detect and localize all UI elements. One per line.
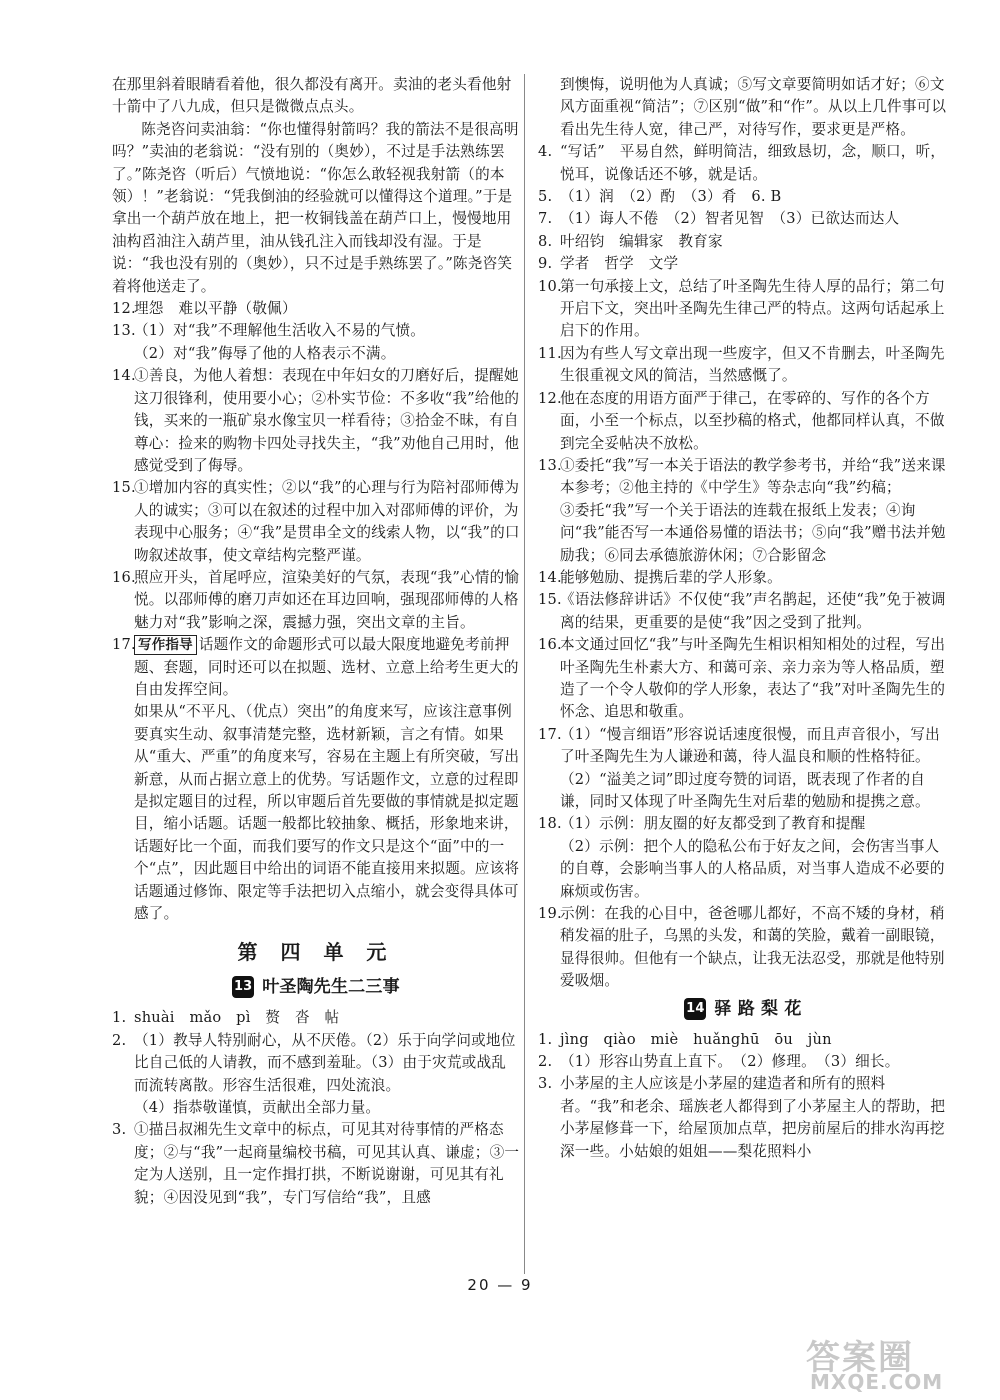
item-number: 9. <box>538 255 553 273</box>
item-text: （1）诲人不倦 （2）智者见智 （3）已欲达而达人 <box>560 210 900 228</box>
answer-item <box>538 343 948 388</box>
item-text: （1）“慢言细语”形容说话速度很慢，而且声音很小，写出了叶圣陶先生为人谦逊和蔼，待人温良和顺的性格特征。 <box>560 725 940 766</box>
watermark-url: MXQE.COM <box>810 1370 944 1394</box>
answer-item <box>112 1030 520 1097</box>
item-text: （1）形容山势直上直下。 （2）修理。 （3）细长。 <box>560 1053 900 1071</box>
item-text: 小茅屋的主人应该是小茅屋的建造者和所有的照料者。“我”和老余、瑶族老人都得到了小茅屋主人的帮助，把小茅屋修葺一下，给屋顶加点草，把房前屋后的排水沟再挖深一些。小姑娘的姐姐——梨花照料小 <box>560 1075 946 1160</box>
item-number: 1. <box>112 1009 127 1027</box>
item-subline: 如果从“不平凡、（优点）突出”的角度来写，应该注意事例要真实生动、叙事清楚完整，选材新颖，言之有情。如果从“重大、严重”的角度来写，容易在主题上有所突破，写出新意，从而占据立意上的优势。写话题作文，立意的过程即是拟定题目的过程，所以审题后首先要做的事情就是拟定题目，缩小话题。话题一般都比较抽象、概括，形象地来讲，话题好比一个面，而我们要写的作文只是这个“面”中的一个“点”，因此题目中给出的词语不能直接用来拟题。应该将话题通过修饰、限定等手法把切入点缩小，就会变得具体可感了。 <box>134 703 520 923</box>
item-number: 11. <box>538 344 562 362</box>
item-text: （1）对“我”不理解他生活收入不易的气愤。 <box>134 322 426 340</box>
item-text: 第一句承接上文，总结了叶圣陶先生待人厚的品行；第二句开启下文，突出叶圣陶先生律己严的特点。这两句话起承上启下的作用。 <box>560 277 945 340</box>
watermark-logo <box>792 1330 992 1396</box>
answer-item <box>538 186 948 208</box>
passage-paragraph: 在那里斜着眼睛看着他，很久都没有离开。卖油的老头看他射十箭中了八九成，但只是微微点点头。 <box>112 76 512 116</box>
item-number: 12. <box>112 300 136 318</box>
answer-item <box>112 477 520 567</box>
item-subline: （2）示例：把个人的隐私公布于好友之间，会伤害当事人的自尊，会影响当事人的人格品质，对当事人造成不必要的麻烦或伤害。 <box>560 837 945 900</box>
item-text: 照应开头，首尾呼应，渲染美好的气氛，表现“我”心情的愉悦。以邵师傅的磨刀声如还在耳边回响，强现邵师傅的人格魅力对“我”影响之深，震撼力强，突出文章的主旨。 <box>134 568 520 631</box>
item-number: 15. <box>112 479 136 497</box>
item-number: 14. <box>538 568 562 586</box>
item-text: （1）教导人特别耐心，从不厌倦。（2）乐于向学问或地位比自己低的人请教，而不感到羞耻。（3）由于灾荒或战乱而流转离散。形容生活很难，四处流浪。 <box>134 1031 516 1094</box>
item-text: 学者 哲学 文学 <box>560 255 679 273</box>
passage-paragraph: 陈尧咨问卖油翁：“你也懂得射箭吗？我的箭法不是很高明吗？”卖油的老翁说：“没有别的（奥妙），不过是手法熟练罢了。”陈尧咨（听后）气愤地说：“你怎么敢轻视我射箭（的本领）！”老翁说：“凭我倒油的经验就可以懂得这个道理。”于是拿出一个葫芦放在地上，把一枚铜钱盖在葫芦口上，慢慢地用油构舀油注入葫芦里，油从钱孔注入而钱却没有湿。于是说：“我也没有别的（奥妙），只不过是手熟练罢了。”陈尧咨笑着将他送走了。 <box>112 120 519 295</box>
answer-item <box>538 1051 948 1073</box>
item-text: （1）示例：朋友圈的好友都受到了教育和提醒 <box>560 815 866 833</box>
writing-guide-tag: 写作指导 <box>134 635 197 655</box>
answer-item <box>538 903 948 993</box>
item-subline: （2）对“我”侮辱了他的人格表示不满。 <box>134 344 396 362</box>
item-text: ①增加内容的真实性；②以“我”的心理与行为陪衬邵师傅为人的诚实；③可以在叙述的过程中加入对邵师傅的评价，为表现中心服务；④“我”是贯串全文的线索人物，以“我”的口吻叙述故事，使文章结构完整严谨。 <box>134 479 520 564</box>
item-subline: 到懊悔，说明他为人真诚；⑤写文章要简明如话才好；⑥文风方面重视“简洁”；⑦区别“做”和“作”。从以上几件事可以看出先生待人宽，律己严，对待写作，要求更是严格。 <box>560 76 947 138</box>
item-text: 叶绍钧 编辑家 教育家 <box>560 232 723 250</box>
item-number: 10. <box>538 277 562 295</box>
left-column <box>112 74 520 1209</box>
lesson-number-badge: 13 <box>232 976 254 998</box>
item-text: 能够勉励、提携后辈的学人形象。 <box>560 568 782 586</box>
item-number: 15. <box>538 591 562 609</box>
answer-item <box>538 813 948 835</box>
item-number: 7. <box>538 210 553 228</box>
item-text: “写话” 平易自然，鲜明简洁，细致恳切，念，顺口，听，悦耳，说像话还不够，就是话。 <box>560 143 946 183</box>
item-text: ①善良，为他人着想：表现在中年妇女的刀磨好后，提醒她这刀很锋利，使用要小心；②朴实节俭：不多收“我”给他的钱，买来的一瓶矿泉水像宝贝一样看待；③拾金不昧，有自尊心：捡来的购物卡四处寻找失主，“我”劝他自己用时，他感觉受到了侮辱。 <box>134 367 520 474</box>
answer-item <box>538 253 948 275</box>
item-number: 8. <box>538 232 553 250</box>
item-number: 14. <box>112 367 136 385</box>
item-number: 3. <box>112 1121 127 1139</box>
answer-item <box>112 1007 520 1029</box>
item-number: 1. <box>538 1030 553 1048</box>
answer-item <box>112 1119 520 1209</box>
item-subline: （2）“溢美之词”即过度夸赞的词语，既表现了作者的自谦，同时又体现了叶圣陶先生对后辈的勉励和提携之意。 <box>560 770 930 810</box>
item-number: 13. <box>112 322 136 340</box>
item-number: 17. <box>538 725 562 743</box>
item-number: 19. <box>538 905 562 923</box>
answer-item <box>538 567 948 589</box>
item-text: （1）润 （2）酌 （3）肴 6. B <box>560 188 782 206</box>
lesson-heading <box>112 975 520 999</box>
answer-item <box>538 1029 948 1051</box>
lesson-number-badge: 14 <box>684 998 706 1020</box>
item-subline: （4）指恭敬谨慎，贡献出全部力量。 <box>134 1099 381 1117</box>
lesson-heading <box>538 997 948 1021</box>
answer-item <box>538 589 948 634</box>
item-number: 4. <box>538 143 553 161</box>
item-number: 17. <box>112 636 136 654</box>
item-number: 5. <box>538 188 553 206</box>
unit-title: 第 四 单 元 <box>237 940 395 965</box>
item-text: 本文通过回忆“我”与叶圣陶先生相识相知相处的过程，写出叶圣陶先生朴素大方、和蔼可亲、亲力亲为等人格品质，塑造了一个令人敬仰的学人形象，表达了“我”对叶圣陶先生的怀念、追思和敬重。 <box>560 636 946 721</box>
page-number: 20 — 9 <box>467 1276 533 1294</box>
item-text: 因为有些人写文章出现一些废字，但又不肯删去，叶圣陶先生很重视文风的简洁，当然感慨了。 <box>560 344 945 385</box>
item-text: 埋怨 难以平静（敬佩） <box>134 300 297 318</box>
item-number: 2. <box>538 1053 553 1071</box>
answer-item <box>538 455 948 500</box>
item-subline: ③委托“我”写一个关于语法的连载在报纸上发表；④询问“我”能否写一本通俗易懂的语法书；⑤向“我”赠书法并勉励我；⑥同去承德旅游休闲；⑦合影留念 <box>560 501 946 564</box>
answer-item <box>112 634 520 701</box>
item-number: 18. <box>538 815 562 833</box>
answer-item <box>538 276 948 343</box>
lesson-title-text: 驿 路 梨 花 <box>714 998 802 1019</box>
item-text: 《语法修辞讲话》不仅使“我”声名鹊起，还使“我”免于被调离的结果，更重要的是使“我”因之受到了批判。 <box>560 591 946 631</box>
item-number: 2. <box>112 1031 127 1049</box>
item-text: ①描吕叔湘先生文章中的标点，可见其对待事情的严格态度；②与“我”一起商量编校书稿，可见其认真、谦虚；③一定为人送别，且一定作揖打拱，不断说谢谢，可见其有礼貌；④因没见到“我”，专门写信给“我”，且感 <box>134 1121 520 1206</box>
item-text: shuài mǎo pì 赘 沓 帖 <box>134 1009 340 1027</box>
answer-item <box>538 1073 948 1163</box>
item-text: 话题作文的命题形式可以最大限度地避免考前押题、套题，同时还可以在拟题、选材、立意上给考生更大的自由发挥空间。 <box>134 636 519 698</box>
item-number: 16. <box>112 568 136 586</box>
right-column <box>538 74 948 1163</box>
item-number: 13. <box>538 456 562 474</box>
column-divider <box>524 74 525 1274</box>
watermark-logo-text: 答案圈 <box>806 1338 914 1378</box>
answer-item <box>538 388 948 455</box>
answer-item <box>538 724 948 769</box>
answer-item <box>112 320 520 342</box>
answer-item <box>112 298 520 320</box>
item-text: jìng qiào miè huǎnghū ōu jùn <box>560 1030 832 1048</box>
item-text: ①委托“我”写一本关于语法的教学参考书，并给“我”送来课本参考；②他主持的《中学生》等杂志向“我”约稿； <box>560 456 946 497</box>
item-number: 16. <box>538 636 562 654</box>
item-number: 12. <box>538 389 562 407</box>
answer-item <box>538 208 948 230</box>
answer-item <box>112 365 520 477</box>
item-number: 3. <box>538 1075 553 1093</box>
lesson-title-text: 叶圣陶先生二三事 <box>262 977 400 998</box>
item-text: 示例：在我的心目中，爸爸哪儿都好，不高不矮的身材，稍稍发福的肚子，乌黑的头发，和蔼的笑脸，戴着一副眼镜，显得很帅。但他有一个缺点，让我无法忍受，那就是他特别爱吸烟。 <box>560 905 945 990</box>
answer-item <box>538 634 948 724</box>
answer-item <box>538 141 948 186</box>
answer-item <box>538 231 948 253</box>
item-text: 他在态度的用语方面严于律己，在零碎的、写作的各个方面，小至一个标点，以至抄稿的格式，他都同样认真，不做到完全妥帖决不放松。 <box>560 389 945 452</box>
answer-item <box>112 567 520 634</box>
